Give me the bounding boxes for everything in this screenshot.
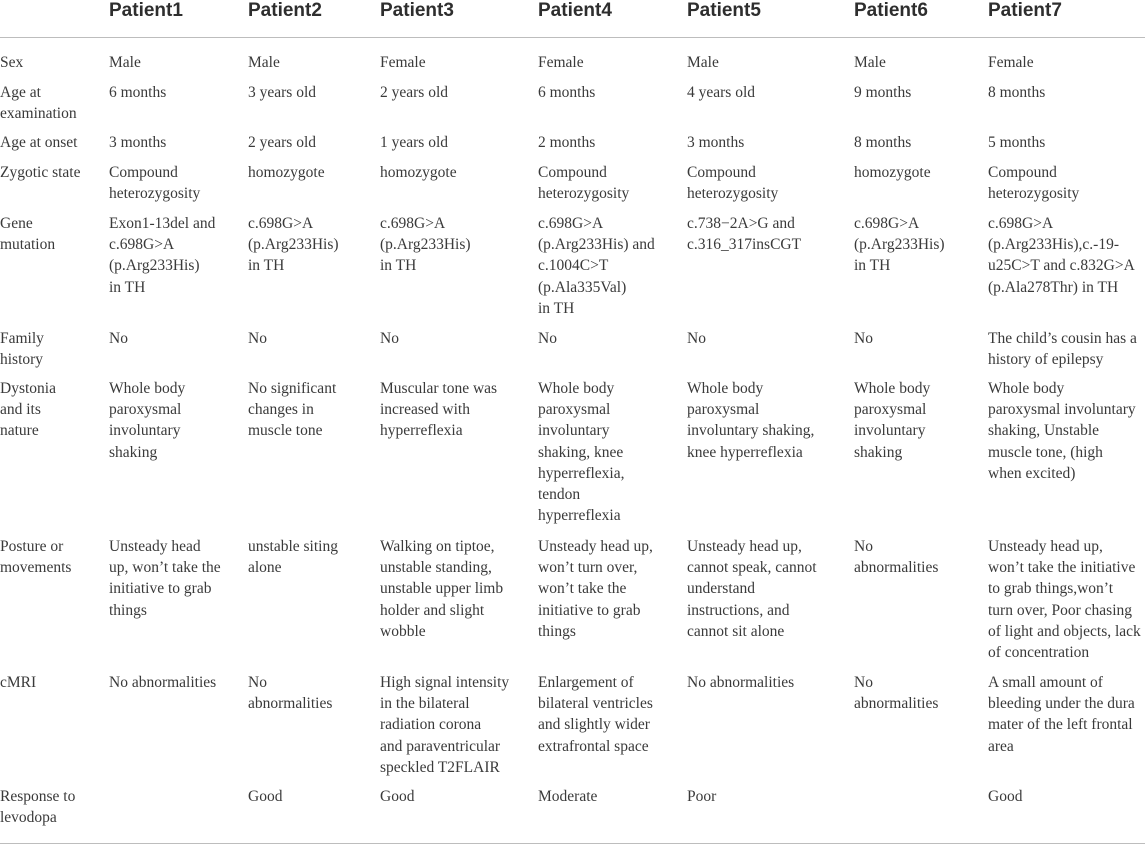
table-cell: Whole body paroxysmal involuntary shaking, knee hyperreflexia, tendon hyperreflexia (538, 380, 625, 525)
table-cell: Compound heterozygosity (687, 164, 779, 203)
table-cell: 4 years old (687, 84, 756, 101)
table-cell: Male (854, 54, 886, 71)
table-cell: Male (687, 54, 719, 71)
table-cell: Exon1-13del and c.698G>A (p.Arg233His) in TH (109, 215, 216, 296)
table-cell: c.698G>A (p.Arg233His) in TH (380, 215, 471, 275)
table-cell: 3 years old (248, 84, 317, 101)
table-cell: 8 months (854, 134, 912, 151)
table-cell: Poor (687, 788, 717, 805)
table-cell: The child’s cousin has a history of epilepsy (988, 330, 1137, 369)
table-cell: 3 months (109, 134, 167, 151)
table-cell: Whole body paroxysmal involuntary shaking (109, 380, 186, 461)
row-label: Zygotic state (0, 164, 81, 181)
table-cell: Good (248, 788, 283, 805)
table-cell: Compound heterozygosity (988, 164, 1080, 203)
table-cell: 2 months (538, 134, 596, 151)
table-cell: Unsteady head up, won’t take the initiative to grab things,won’t turn over, Poor chasing of light and objects, lack of concentration (988, 538, 1141, 662)
row-label: Sex (0, 54, 24, 71)
table-cell: Female (538, 54, 584, 71)
column-header: Patient5 (687, 0, 761, 21)
table-cell: c.698G>A (p.Arg233His),c.-19- u25C>T and c.832G>A (p.Ala278Thr) in TH (988, 215, 1135, 296)
table-cell: Enlargement of bilateral ventricles and slightly wider extrafrontal space (538, 674, 653, 755)
table-cell: homozygote (380, 164, 457, 181)
table-cell: No abnormalities (854, 674, 939, 713)
table-cell: Unsteady head up, cannot speak, cannot understand instructions, and cannot sit alone (687, 538, 817, 640)
table-cell: Female (988, 54, 1034, 71)
table-cell: No (687, 330, 706, 347)
table-cell: c.698G>A (p.Arg233His) and c.1004C>T (p.Ala335Val) in TH (538, 215, 655, 317)
table-cell: No (109, 330, 128, 347)
table-cell: 6 months (538, 84, 596, 101)
row-label: Age at examination (0, 84, 77, 123)
column-header: Patient6 (854, 0, 928, 21)
table-cell: c.738−2A>G and c.316_317insCGT (687, 215, 802, 254)
table-cell: 1 years old (380, 134, 449, 151)
row-label: Posture or movements (0, 538, 72, 577)
table-cell: No (538, 330, 557, 347)
column-header: Patient1 (109, 0, 183, 21)
table-cell: Good (988, 788, 1023, 805)
table-cell: Muscular tone was increased with hyperreflexia (380, 380, 498, 440)
row-label: cMRI (0, 674, 37, 691)
table-cell: No abnormalities (687, 674, 795, 691)
table-cell: homozygote (854, 164, 931, 181)
table-cell: 3 months (687, 134, 745, 151)
table-cell: Whole body paroxysmal involuntary shaking, knee hyperreflexia (687, 380, 815, 461)
table-cell: Female (380, 54, 426, 71)
table-cell: No abnormalities (109, 674, 217, 691)
table-cell: No (248, 330, 267, 347)
table-cell: c.698G>A (p.Arg233His) in TH (248, 215, 339, 275)
table-cell: Unsteady head up, won’t turn over, won’t take the initiative to grab things (538, 538, 653, 640)
table-cell: unstable siting alone (248, 538, 338, 577)
table-cell: No abnormalities (854, 538, 939, 577)
table-cell: 9 months (854, 84, 912, 101)
table-cell: homozygote (248, 164, 325, 181)
row-label: Dystonia and its nature (0, 380, 56, 440)
table-cell: No (854, 330, 873, 347)
table-cell: Unsteady head up, won’t take the initiative to grab things (109, 538, 221, 619)
table-cell: No abnormalities (248, 674, 333, 713)
table-cell: No significant changes in muscle tone (248, 380, 337, 440)
table-cell: Walking on tiptoe, unstable standing, unstable upper limb holder and slight wobble (380, 538, 504, 640)
table-cell: Compound heterozygosity (538, 164, 630, 203)
table-cell: 8 months (988, 84, 1046, 101)
table-cell: Good (380, 788, 415, 805)
column-header: Patient2 (248, 0, 322, 21)
row-label: Gene mutation (0, 215, 56, 254)
table-cell: No (380, 330, 399, 347)
table-cell: c.698G>A (p.Arg233His) in TH (854, 215, 945, 275)
table-cell: Compound heterozygosity (109, 164, 201, 203)
table-cell: Male (109, 54, 141, 71)
column-header: Patient7 (988, 0, 1062, 21)
table-cell: Moderate (538, 788, 598, 805)
table-cell: Whole body paroxysmal involuntary shaking (854, 380, 931, 461)
row-label: Age at onset (0, 134, 78, 151)
row-label: Response to levodopa (0, 788, 76, 827)
bottom-rule (0, 843, 1145, 844)
table-cell: Whole body paroxysmal involuntary shaking, Unstable muscle tone, (high when excited) (988, 380, 1136, 482)
header-row (0, 0, 1145, 38)
column-header: Patient4 (538, 0, 612, 21)
table-cell: 6 months (109, 84, 167, 101)
table-cell: 2 years old (380, 84, 449, 101)
table-cell: A small amount of bleeding under the dura mater of the left frontal area (988, 674, 1135, 755)
column-header: Patient3 (380, 0, 454, 21)
row-label: Family history (0, 330, 44, 369)
table-cell: 2 years old (248, 134, 317, 151)
table-cell: 5 months (988, 134, 1046, 151)
table-cell: Male (248, 54, 280, 71)
table-cell: High signal intensity in the bilateral radiation corona and paraventricular speckled T2FLAIR (380, 674, 510, 776)
